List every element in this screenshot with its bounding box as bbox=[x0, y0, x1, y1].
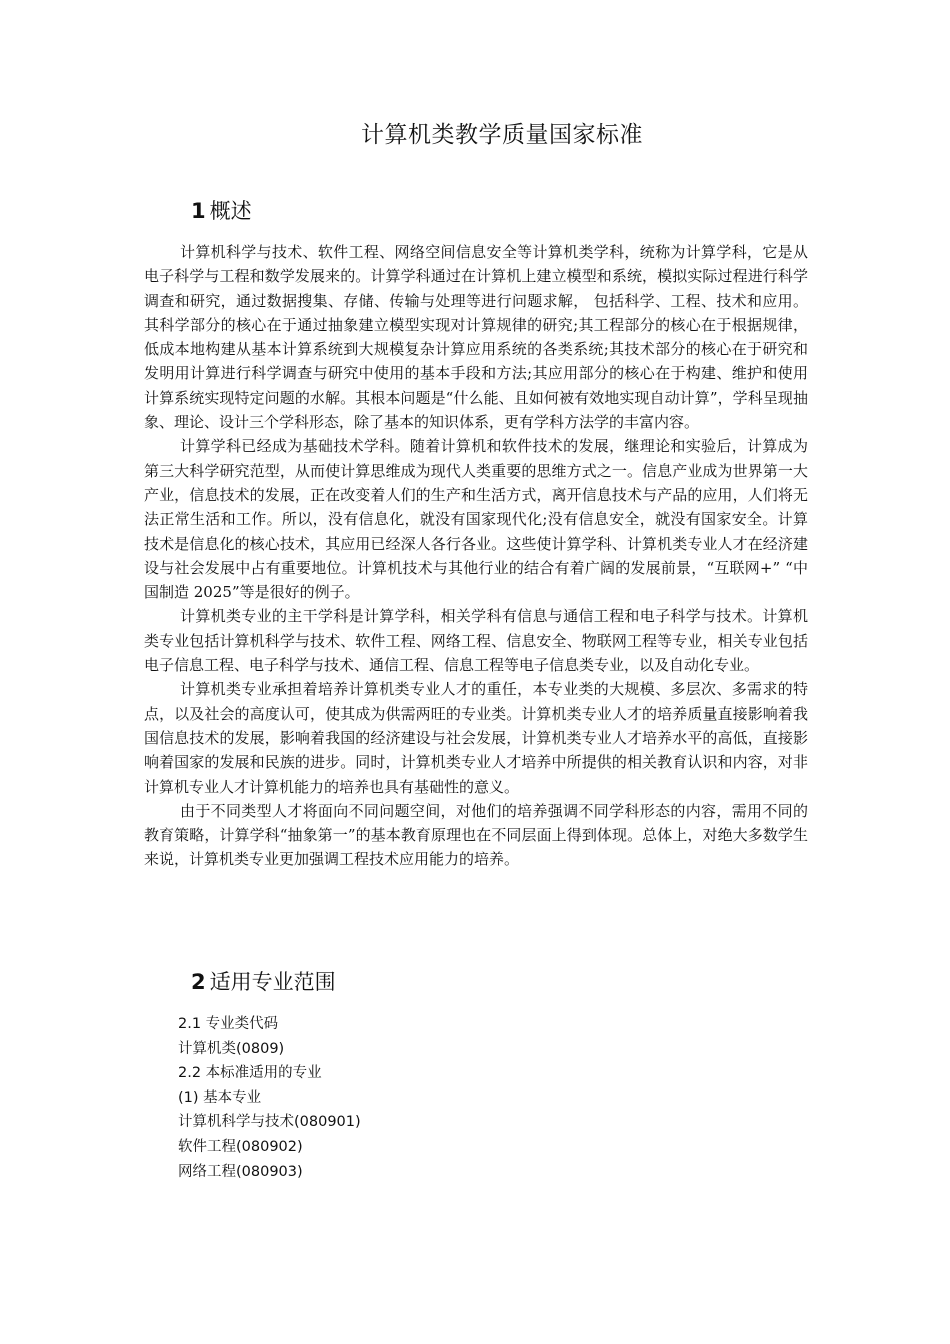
paragraph: 由于不同类型人才将面向不同问题空间，对他们的培养强调不同学科形态的内容，需用不同的教育策略，计算学科“抽象第一”的基本教育原理也在不同层面上得到体现。总体上，对绝大多数学生来说，计算机类专业更加强调工程技术应用能力的培养。 bbox=[144, 801, 808, 869]
paragraph: 计算机类专业承担着培养计算机类专业人才的重任，本专业类的大规模、多层次、多需求的特点，以及社会的高度认可，使其成为供需两旺的专业类。计算机类专业人才的培养质量直接影响着我国信息技术的发展，影响着我国的经济建设与社会发展，计算机类专业人才培养水平的高低，直接影响着国家的发展和民族的进步。同时，计算机类专业人才培养中所提供的相关教育认识和内容，对非计算机专业人才计算机能力的培养也具有基础性的意义。 bbox=[144, 680, 808, 796]
paragraph: 计算机类专业的主干学科是计算学科，相关学科有信息与通信工程和电子科学与技术。计算机类专业包括计算机科学与技术、软件工程、网络工程、信息安全、物联网工程等专业，相关专业包括电子信息工程、电子科学与技术、通信工程、信息工程等电子信息类专业，以及自动化专业。 bbox=[144, 607, 808, 675]
list-item: 软件工程(080902) bbox=[178, 1138, 303, 1155]
section-number: 1 bbox=[191, 199, 206, 223]
paragraph: 计算机科学与技术、软件工程、网络空间信息安全等计算机类学科，统称为计算学科，它是从电子科学与工程和数学发展来的。计算学科通过在计算机上建立模型和系统，模拟实际过程进行科学调查和研究，通过数据搜集、存储、传输与处理等进行问题求解， 包括科学、工程、技术和应用。其科学部分的核心在于通过抽象建立模型实现对计算规律的研究;其工程部分的核心在于根据规律，低成本地构建从基本计算系统到大规模复杂计算应用系统的各类系统;其技术部分的核心在于研究和发明用计算进行科学调查与研究中使用的基本手段和方法;其应用部分的核心在于构建、维护和使用计算系统实现特定问题的水解。其根本问题是“什么能、且如何被有效地实现自动计算”，学科呈现抽象、理论、设计三个学科形态，除了基本的知识体系，更有学科方法学的丰富内容。 bbox=[144, 243, 808, 432]
list-item: 网络工程(080903) bbox=[178, 1163, 303, 1180]
section-number: 2 bbox=[191, 970, 206, 994]
list-item: (1) 基本专业 bbox=[178, 1089, 262, 1106]
list-item: 计算机类(0809) bbox=[178, 1040, 285, 1057]
list-item: 2.1 专业类代码 bbox=[178, 1016, 279, 1032]
document-title: 计算机类教学质量国家标准 bbox=[361, 122, 643, 148]
section-heading-overview bbox=[191, 196, 252, 226]
paragraph: 计算学科已经成为基础技术学科。随着计算机和软件技术的发展，继理论和实验后，计算成为第三大科学研究范型，从而使计算思维成为现代人类重要的思维方式之一。信息产业成为世界第一大产业，信息技术的发展，正在改变着人们的生产和生活方式，离开信息技术与产品的应用，人们将无法正常生活和工作。所以，没有信息化，就没有国家现代化;没有信息安全，就没有国家安全。计算技术是信息化的核心技术，其应用已经深人各行各业。这些使计算学科、计算机类专业人才在经济建设与社会发展中占有重要地位。计算机技术与其他行业的结合有着广阔的发展前景，“互联网+” “中国制造 2025”等是很好的例子。 bbox=[144, 437, 808, 602]
section-title: 适用专业范围 bbox=[209, 970, 336, 994]
overview-body bbox=[144, 240, 808, 872]
scope-list bbox=[178, 1012, 361, 1184]
section-title: 概述 bbox=[209, 199, 252, 223]
list-item: 2.2 本标准适用的专业 bbox=[178, 1065, 322, 1082]
list-item: 计算机科学与技术(080901) bbox=[178, 1114, 361, 1131]
section-heading-scope bbox=[191, 967, 336, 997]
